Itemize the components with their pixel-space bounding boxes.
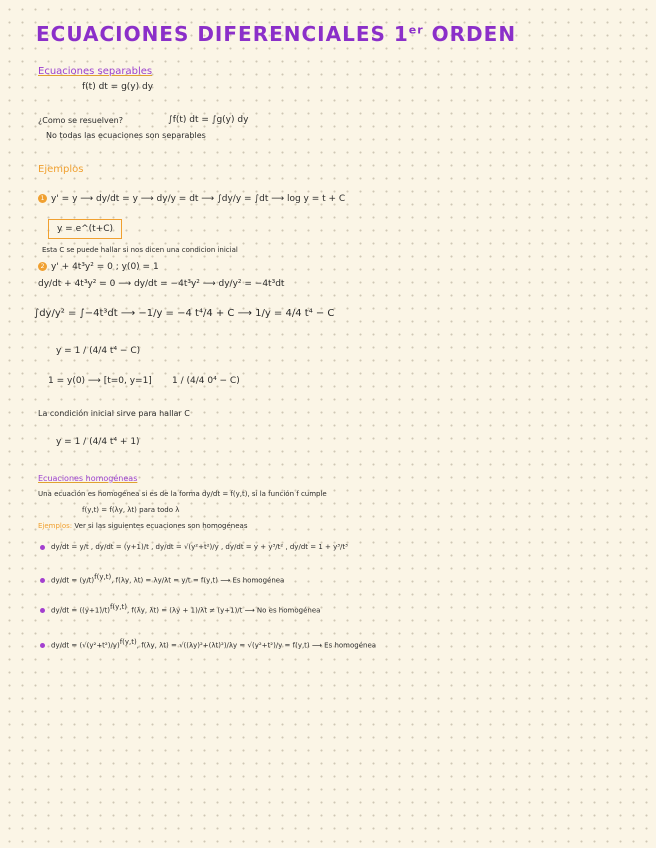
separable-question-formula: ∫f(t) dt = ∫g(y) dy — [168, 115, 249, 125]
example-1-note: Esta C se puede hallar si nos dicen una condicion inicial — [42, 246, 238, 254]
separable-question: ¿Como se resuelven? — [38, 116, 123, 125]
homogeneas-example-list: dy/dt = y/t , dy/dt = (y+1)/t , dy/dt = √(y²+t²)/y , dy/dt = y + y³/t² , dy/dt = 1 + y³/t³ — [40, 543, 348, 551]
homogeneas-example-3: $dy/dt = (√(y^2+t^2)/y)^{f(y,t)}$, f(λy, λt) = √((λy)²+(λt)²)/λy = √(y²+t²)/y = f(y,t) ⟶ Es homogénea — [40, 638, 376, 649]
example-1-result-box: y = e^(t+C) — [48, 219, 122, 239]
example-2-y: y = 1 / (4/4 t⁴ − C) — [56, 346, 141, 356]
homogeneas-example-1: $dy/dt = (y/t)^{f(y,t)}$, f(λy, λt) = λy/λt = y/t = f(y,t) ⟶ Es homogénea — [40, 573, 284, 584]
bullet-icon — [40, 545, 45, 550]
example-2-note: La condición inicial sirve para hallar C — [38, 409, 190, 418]
example-2-condition: 1 = y(0) ⟶ [t=0, y=1] — [48, 376, 152, 386]
section-heading-separables: Ecuaciones separables — [38, 66, 153, 77]
homogeneas-definition: Una ecuación es homogénea si es de la forma dy/dt = f(y,t), si la función f cumple — [38, 490, 327, 498]
example-2-number: 2 — [38, 262, 47, 271]
separable-note: No todas las ecuaciones son separables — [46, 131, 206, 140]
bullet-icon — [40, 578, 45, 583]
example-2-equation: 2 y' + 4t³y² = 0 ; y(0) = 1 — [38, 262, 159, 272]
homogeneas-examples-intro: Ejemplos: Ver si las siguientes ecuaciones son homogéneas — [38, 522, 248, 530]
separable-formula: f(t) dt = g(y) dy — [82, 82, 154, 92]
example-2-line-1: dy/dt + 4t³y² = 0 ⟶ dy/dt = −4t³y² ⟶ dy/y² = −4t³dt — [38, 279, 285, 289]
homogeneas-example-2: $dy/dt = ((y+1)/t)^{f(y,t)}$, f(λy, λt) = (λy + 1)/λt ≠ (y+1)/t ⟶ No es homogénea — [40, 603, 320, 614]
bullet-icon — [40, 643, 45, 648]
example-2-final: y = 1 / (4/4 t⁴ + 1) — [56, 437, 140, 447]
page-title: ECUACIONES DIFERENCIALES 1er ORDEN — [36, 22, 517, 46]
section-heading-ejemplos: Ejemplos — [38, 164, 84, 175]
section-heading-homogeneas: Ecuaciones homogéneas — [38, 474, 138, 483]
example-2-condition-fraction: 1 / (4/4 0⁴ − C) — [172, 376, 240, 386]
example-2-line-2: ∫dy/y² = ∫−4t³dt ⟶ −1/y = −4 t⁴/4 + C ⟶ 1/y = 4/4 t⁴ − C — [34, 308, 335, 319]
homogeneas-definition-formula: f(y,t) = f(λy, λt) para todo λ — [82, 506, 180, 514]
bullet-icon — [40, 608, 45, 613]
example-1-line: 1 y' = y ⟶ dy/dt = y ⟶ dy/y = dt ⟶ ∫dy/y = ∫dt ⟶ log y = t + C — [38, 194, 345, 204]
example-1-number: 1 — [38, 194, 47, 203]
